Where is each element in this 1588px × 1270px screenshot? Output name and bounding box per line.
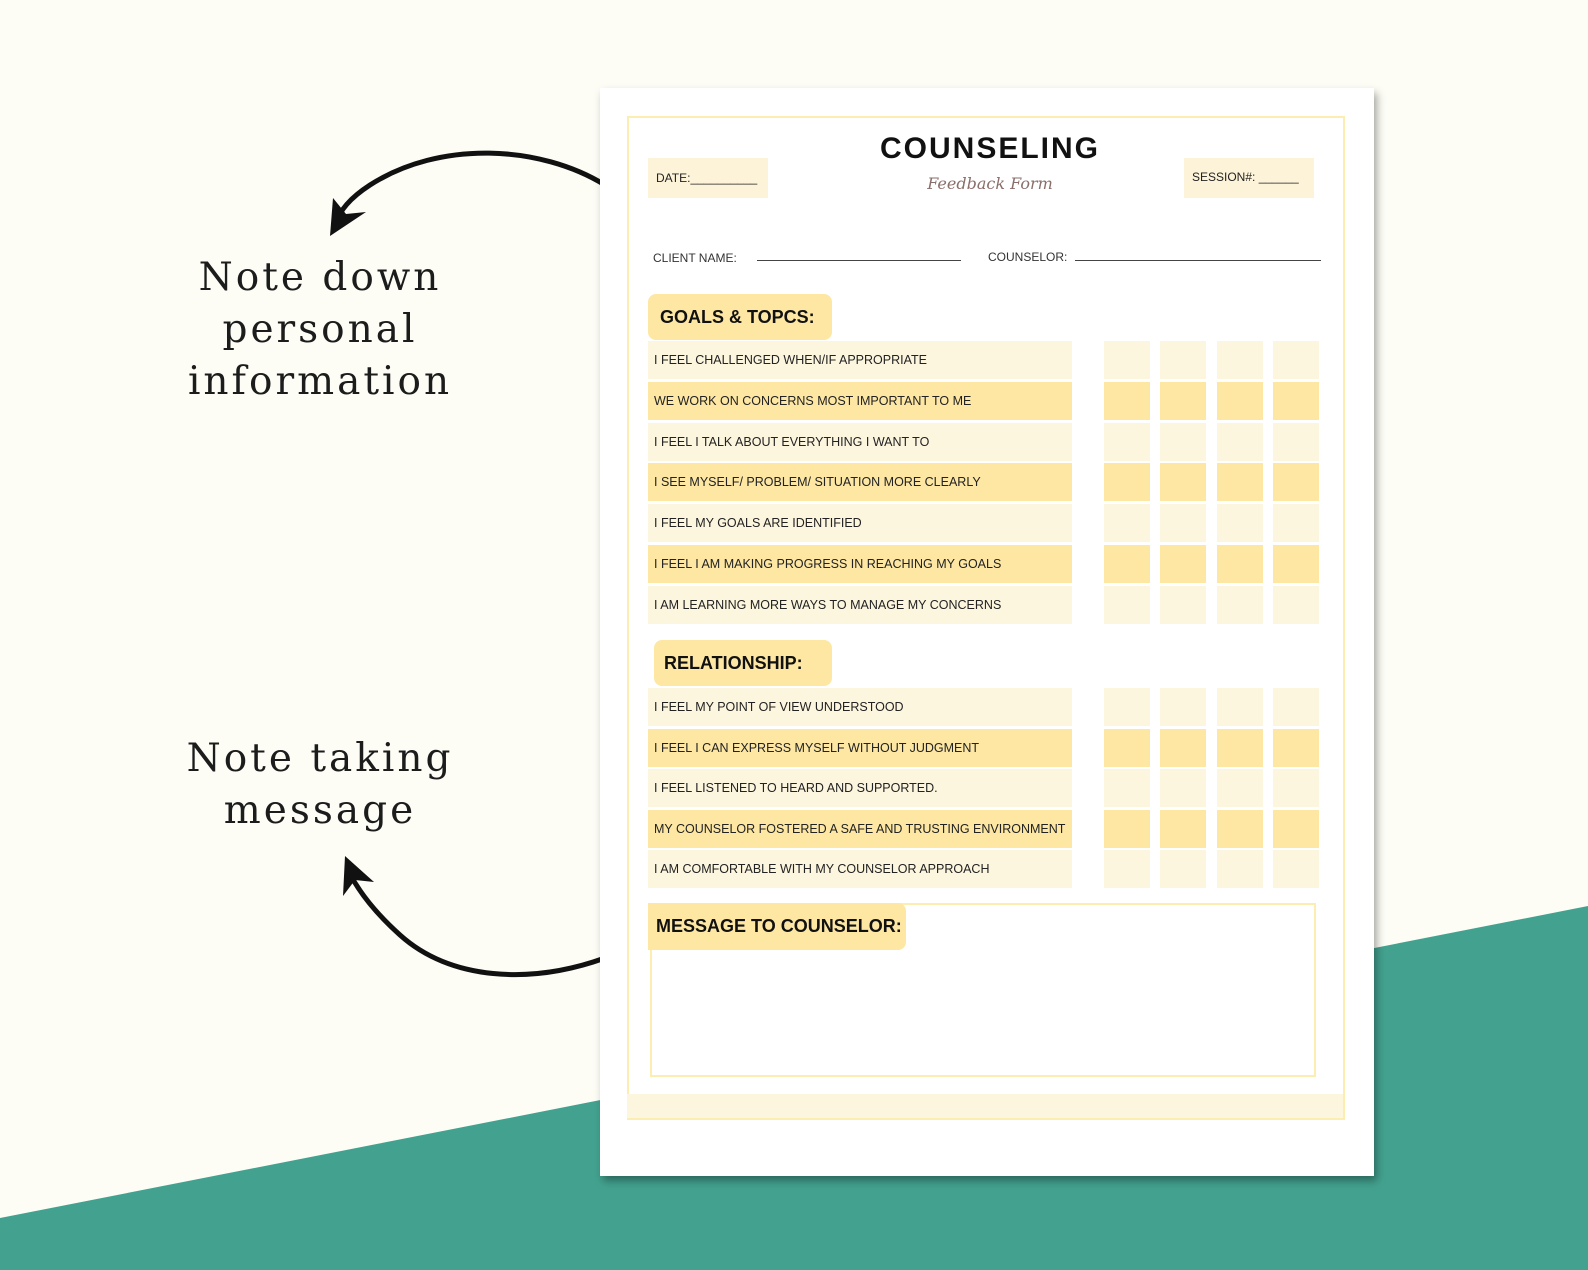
callout-top-line-1: Note down bbox=[198, 255, 442, 300]
rating-cell-2[interactable] bbox=[1160, 341, 1206, 379]
date-field[interactable]: DATE:__________ bbox=[648, 158, 768, 198]
page-bottom-strip bbox=[627, 1094, 1343, 1118]
client-name-label: CLIENT NAME: bbox=[653, 251, 737, 265]
rating-cell-1[interactable] bbox=[1104, 729, 1150, 767]
rating-cell-1[interactable] bbox=[1104, 382, 1150, 420]
arrow-to-top-icon bbox=[334, 153, 605, 226]
callout-personal-information bbox=[150, 252, 490, 408]
feedback-form-page bbox=[600, 88, 1374, 1176]
rating-cell-3[interactable] bbox=[1217, 688, 1263, 726]
rating-row-label: I FEEL I TALK ABOUT EVERYTHING I WANT TO bbox=[648, 423, 1072, 461]
rating-cell-4[interactable] bbox=[1273, 586, 1319, 624]
session-field[interactable]: SESSION#: ______ bbox=[1184, 158, 1314, 198]
counselor-line[interactable] bbox=[1075, 260, 1321, 261]
rating-cell-2[interactable] bbox=[1160, 729, 1206, 767]
rating-cell-1[interactable] bbox=[1104, 423, 1150, 461]
rating-cell-1[interactable] bbox=[1104, 504, 1150, 542]
rating-cell-2[interactable] bbox=[1160, 810, 1206, 848]
rating-cell-3[interactable] bbox=[1217, 463, 1263, 501]
rating-cell-2[interactable] bbox=[1160, 586, 1206, 624]
rating-cell-1[interactable] bbox=[1104, 545, 1150, 583]
form-subtitle-script: Feedback Form bbox=[927, 174, 1053, 193]
rating-row-label: I FEEL I CAN EXPRESS MYSELF WITHOUT JUDGMENT bbox=[648, 729, 1072, 767]
rating-cell-2[interactable] bbox=[1160, 463, 1206, 501]
rating-cell-3[interactable] bbox=[1217, 504, 1263, 542]
rating-cell-3[interactable] bbox=[1217, 729, 1263, 767]
callout-top-line-2: personal bbox=[222, 307, 418, 352]
rating-cell-2[interactable] bbox=[1160, 423, 1206, 461]
rating-cell-4[interactable] bbox=[1273, 810, 1319, 848]
rating-cell-3[interactable] bbox=[1217, 850, 1263, 888]
goals-heading: GOALS & TOPCS: bbox=[648, 294, 832, 340]
rating-cell-3[interactable] bbox=[1217, 382, 1263, 420]
callout-note-taking-message bbox=[150, 733, 490, 837]
rating-cell-4[interactable] bbox=[1273, 423, 1319, 461]
relationship-heading: RELATIONSHIP: bbox=[654, 640, 832, 686]
rating-cell-1[interactable] bbox=[1104, 463, 1150, 501]
rating-row-label: I FEEL CHALLENGED WHEN/IF APPROPRIATE bbox=[648, 341, 1072, 379]
rating-cell-3[interactable] bbox=[1217, 423, 1263, 461]
rating-cell-3[interactable] bbox=[1217, 769, 1263, 807]
arrow-to-bottom-icon bbox=[350, 874, 605, 975]
rating-row-label: I FEEL MY GOALS ARE IDENTIFIED bbox=[648, 504, 1072, 542]
rating-row-label: I FEEL I AM MAKING PROGRESS IN REACHING MY GOALS bbox=[648, 545, 1072, 583]
rating-cell-4[interactable] bbox=[1273, 382, 1319, 420]
rating-cell-1[interactable] bbox=[1104, 769, 1150, 807]
rating-cell-4[interactable] bbox=[1273, 341, 1319, 379]
rating-cell-4[interactable] bbox=[1273, 688, 1319, 726]
rating-cell-4[interactable] bbox=[1273, 769, 1319, 807]
rating-row-label: I FEEL MY POINT OF VIEW UNDERSTOOD bbox=[648, 688, 1072, 726]
rating-cell-3[interactable] bbox=[1217, 545, 1263, 583]
rating-cell-1[interactable] bbox=[1104, 810, 1150, 848]
rating-cell-3[interactable] bbox=[1217, 810, 1263, 848]
rating-row-label: I SEE MYSELF/ PROBLEM/ SITUATION MORE CLEARLY bbox=[648, 463, 1072, 501]
rating-row-label: WE WORK ON CONCERNS MOST IMPORTANT TO ME bbox=[648, 382, 1072, 420]
rating-row-label: I AM LEARNING MORE WAYS TO MANAGE MY CONCERNS bbox=[648, 586, 1072, 624]
rating-cell-1[interactable] bbox=[1104, 586, 1150, 624]
message-heading: MESSAGE TO COUNSELOR: bbox=[648, 903, 906, 950]
rating-cell-2[interactable] bbox=[1160, 545, 1206, 583]
rating-cell-2[interactable] bbox=[1160, 382, 1206, 420]
client-name-line[interactable] bbox=[757, 260, 961, 261]
callout-top-line-3: information bbox=[187, 359, 453, 404]
rating-cell-2[interactable] bbox=[1160, 769, 1206, 807]
rating-cell-4[interactable] bbox=[1273, 545, 1319, 583]
rating-cell-4[interactable] bbox=[1273, 463, 1319, 501]
rating-cell-1[interactable] bbox=[1104, 850, 1150, 888]
form-title: COUNSELING bbox=[879, 132, 1100, 165]
rating-cell-1[interactable] bbox=[1104, 688, 1150, 726]
rating-cell-3[interactable] bbox=[1217, 586, 1263, 624]
rating-row-label: I AM COMFORTABLE WITH MY COUNSELOR APPROACH bbox=[648, 850, 1072, 888]
rating-cell-2[interactable] bbox=[1160, 688, 1206, 726]
callout-bottom-line-2: message bbox=[223, 788, 417, 833]
rating-cell-4[interactable] bbox=[1273, 850, 1319, 888]
rating-cell-1[interactable] bbox=[1104, 341, 1150, 379]
callout-bottom-line-1: Note taking bbox=[186, 736, 454, 781]
rating-cell-4[interactable] bbox=[1273, 504, 1319, 542]
rating-cell-3[interactable] bbox=[1217, 341, 1263, 379]
rating-cell-2[interactable] bbox=[1160, 504, 1206, 542]
counselor-label: COUNSELOR: bbox=[988, 250, 1068, 264]
rating-row-label: MY COUNSELOR FOSTERED A SAFE AND TRUSTING ENVIRONMENT bbox=[648, 810, 1072, 848]
rating-row-label: I FEEL LISTENED TO HEARD AND SUPPORTED. bbox=[648, 769, 1072, 807]
rating-cell-2[interactable] bbox=[1160, 850, 1206, 888]
rating-cell-4[interactable] bbox=[1273, 729, 1319, 767]
